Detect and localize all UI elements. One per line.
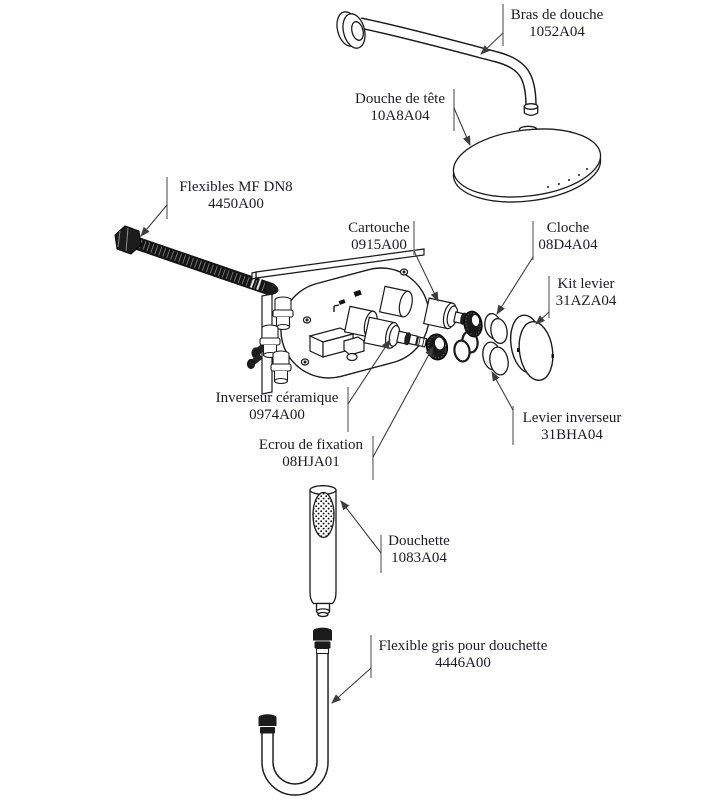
part-ref: 0915A00 — [351, 236, 407, 253]
part-ref: 31BHA04 — [541, 426, 603, 443]
outlet-cylinder-2 — [380, 286, 415, 318]
part-ref: 4446A00 — [435, 654, 491, 671]
part-name: Kit levier — [557, 276, 615, 292]
part-label-douchette — [388, 533, 450, 566]
part-label-cartouche — [348, 220, 410, 253]
part-label-inverseur-ceramique — [216, 390, 339, 423]
part-label-flexibles-mf-dn8 — [179, 179, 292, 212]
part-name: Levier inverseur — [522, 410, 622, 426]
part-name: Flexibles MF DN8 — [179, 179, 293, 195]
part-label-douche-de-tete — [355, 91, 445, 124]
part-name: Bras de douche — [510, 7, 604, 23]
valve-body-drawing — [248, 249, 440, 394]
part-ref: 1052A04 — [529, 23, 585, 40]
part-ref: 08D4A04 — [538, 236, 598, 253]
part-name: Flexible gris pour douchette — [378, 638, 548, 654]
part-ref: 1083A04 — [391, 549, 447, 566]
part-ref: 08HJA01 — [282, 453, 340, 470]
part-name: Douche de tête — [355, 91, 445, 107]
part-label-cloche — [538, 220, 597, 253]
part-label-bras-de-douche — [511, 7, 603, 40]
part-name: Cloche — [546, 220, 590, 236]
part-name: Ecrou de fixation — [258, 437, 364, 453]
part-name: Cartouche — [348, 220, 410, 236]
part-ref: 31AZA04 — [555, 292, 617, 309]
bell-drawing — [481, 312, 511, 376]
part-label-flexible-gris — [379, 638, 548, 671]
fixing-nut-drawing — [424, 332, 449, 361]
part-ref: 10A8A04 — [370, 107, 430, 124]
hand-shower-hose-drawing — [259, 628, 333, 790]
hose-fitting-top — [313, 628, 332, 654]
hose-fitting-left — [259, 714, 277, 733]
part-name: Douchette — [388, 533, 450, 549]
part-ref: 0974A00 — [249, 406, 305, 423]
part-label-ecrou-de-fixation — [259, 437, 363, 470]
supply-hose-drawing — [115, 226, 280, 296]
hand-shower-drawing — [310, 486, 336, 617]
part-label-kit-levier — [556, 276, 617, 309]
seal-rings-drawing — [453, 330, 479, 362]
lever-kit-drawing — [507, 313, 556, 382]
part-label-levier-inverseur — [523, 410, 622, 443]
part-ref: 4450A00 — [208, 195, 264, 212]
part-name: Inverseur céramique — [215, 390, 339, 406]
shower-head-drawing — [450, 121, 605, 210]
